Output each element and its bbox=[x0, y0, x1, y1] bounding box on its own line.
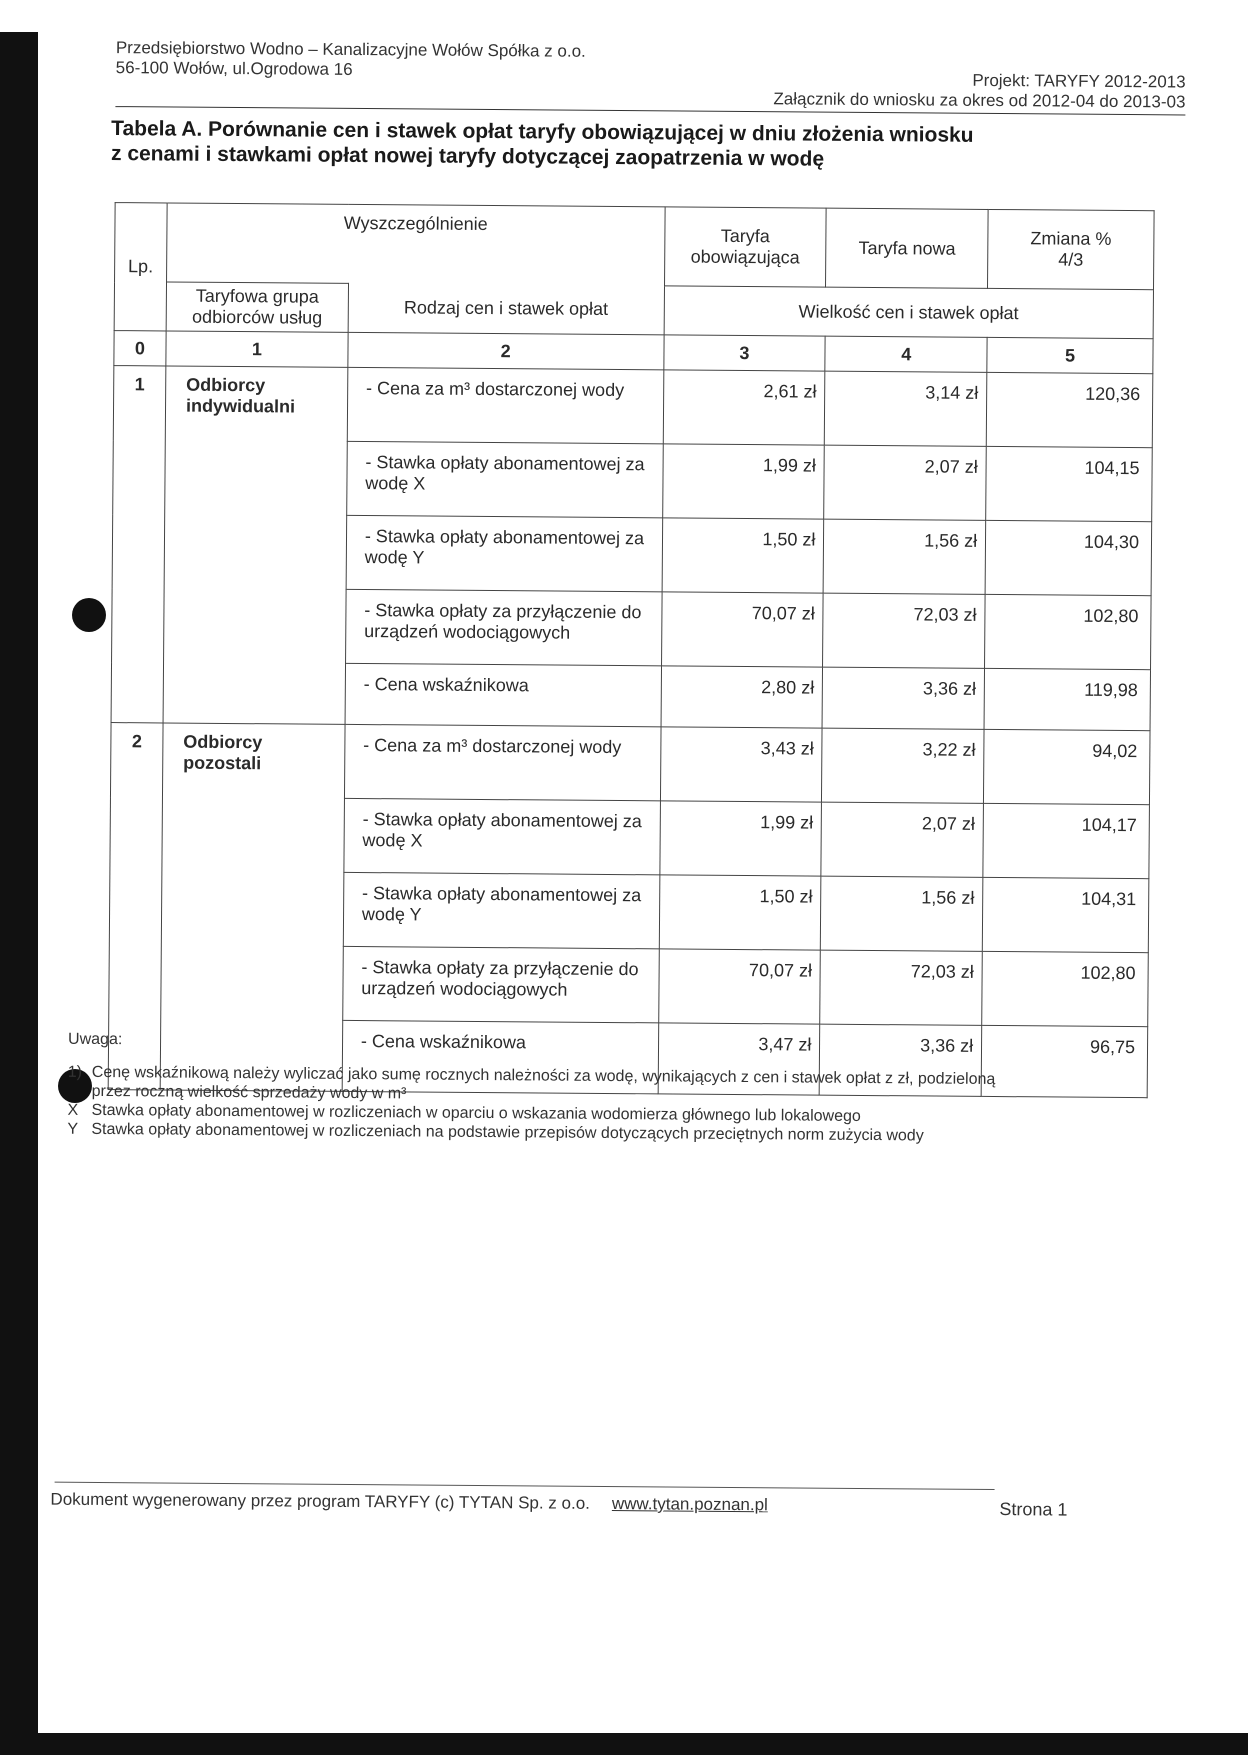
col-index: 2 bbox=[348, 332, 664, 369]
table-title bbox=[111, 116, 974, 173]
attachment-period: Załącznik do wniosku za okres od 2012-04 do 2013-03 bbox=[773, 89, 1186, 112]
change-percent: 104,15 bbox=[986, 446, 1152, 521]
project-header bbox=[773, 69, 1185, 112]
change-percent: 120,36 bbox=[986, 372, 1152, 447]
col-index: 4 bbox=[825, 336, 987, 372]
change-percent: 104,31 bbox=[982, 877, 1148, 952]
footer-text: Dokument wygenerowany przez program TARYFY (c) TYTAN Sp. z o.o. bbox=[50, 1489, 591, 1513]
rate-description: - Stawka opłaty abonamentowej za wodę Y bbox=[346, 515, 662, 591]
project-name: Projekt: TARYFY 2012-2013 bbox=[972, 70, 1186, 92]
new-tariff-value: 2,07 zł bbox=[824, 445, 986, 520]
change-percent: 96,75 bbox=[981, 1025, 1147, 1097]
old-tariff-value: 70,07 zł bbox=[661, 592, 823, 667]
group-name: Odbiorcy pozostali bbox=[160, 723, 345, 1091]
footer-link[interactable]: www.tytan.poznan.pl bbox=[611, 1494, 768, 1515]
new-tariff-value: 3,36 zł bbox=[822, 667, 984, 729]
col-lp-header: Lp. bbox=[114, 203, 167, 331]
zmiana-formula: 4/3 bbox=[1058, 249, 1084, 270]
company-name: Przedsiębiorstwo Wodno – Kanalizacyjne Wołów Spółka z o.o. bbox=[115, 38, 586, 61]
header-row-2 bbox=[114, 282, 1153, 339]
old-tariff-value: 1,99 zł bbox=[662, 444, 824, 519]
notes-section bbox=[67, 1030, 1028, 1147]
rate-description: - Stawka opłaty abonamentowej za wodę X bbox=[344, 798, 660, 874]
rate-description: - Cena wskaźnikowa bbox=[345, 663, 661, 726]
col-wielkosc-header: Wielkość cen i stawek opłat bbox=[664, 286, 1154, 339]
note-key: X bbox=[67, 1101, 79, 1119]
document-page bbox=[50, 30, 1196, 1739]
new-tariff-value: 72,03 zł bbox=[823, 593, 985, 668]
group-number: 1 bbox=[111, 366, 166, 723]
note-text: Cenę wskaźnikową należy wyliczać jako sumę rocznych należności za wodę, wynikających z cen i stawek opłat z zł, podzieloną przez roczną wielkość sprzedaży wody w m³ bbox=[91, 1063, 996, 1103]
col-taryfa-obowiazujaca-header: Taryfa obowiązująca bbox=[664, 207, 827, 287]
footer bbox=[50, 1490, 768, 1516]
rate-description: - Cena wskaźnikowa bbox=[342, 1020, 658, 1093]
change-percent: 94,02 bbox=[984, 729, 1150, 804]
footer-rule bbox=[55, 1482, 995, 1490]
table-title-line1: Tabela A. Porównanie cen i stawek opłat taryfy obowiązującej w dniu złożenia wniosku bbox=[111, 117, 974, 147]
col-index: 1 bbox=[166, 331, 348, 367]
tariff-comparison-table bbox=[108, 202, 1155, 1098]
new-tariff-value: 2,07 zł bbox=[821, 802, 983, 877]
table-title-line2: z cenami i stawkami opłat nowej taryfy dotyczącej zaopatrzenia w wodę bbox=[110, 142, 825, 171]
header-row-1 bbox=[115, 203, 1155, 290]
new-tariff-value: 72,03 zł bbox=[820, 950, 982, 1025]
col-taryfa-nowa-header: Taryfa nowa bbox=[826, 208, 988, 288]
note-key: Y bbox=[67, 1120, 79, 1138]
zmiana-label: Zmiana % bbox=[1030, 228, 1112, 249]
new-tariff-value: 3,14 zł bbox=[825, 371, 987, 446]
rate-description: - Stawka opłaty abonamentowej za wodę X bbox=[347, 441, 663, 517]
change-percent: 102,80 bbox=[985, 594, 1151, 669]
col-index: 5 bbox=[987, 337, 1153, 373]
new-tariff-value: 1,56 zł bbox=[823, 519, 985, 594]
rate-description: - Stawka opłaty za przyłączenie do urządzeń wodociągowych bbox=[345, 589, 661, 665]
old-tariff-value: 2,61 zł bbox=[663, 370, 825, 445]
col-grupa-header: Taryfowa grupa odbiorców usług bbox=[166, 282, 348, 332]
page-number: Strona 1 bbox=[999, 1499, 1068, 1520]
note-text: Stawka opłaty abonamentowej w rozliczeniach na podstawie przepisów dotyczących przeciętnych norm zużycia wody bbox=[91, 1120, 924, 1145]
notes-label: Uwaga: bbox=[68, 1030, 123, 1049]
group-number: 2 bbox=[108, 723, 163, 1090]
old-tariff-value: 2,80 zł bbox=[661, 666, 823, 728]
change-percent: 104,17 bbox=[983, 803, 1149, 878]
change-percent: 104,30 bbox=[985, 520, 1151, 595]
col-zmiana-header bbox=[988, 209, 1154, 289]
col-index: 3 bbox=[663, 335, 825, 371]
col-rodzaj-header: Rodzaj cen i stawek opłat bbox=[348, 283, 664, 334]
rate-description: - Stawka opłaty abonamentowej za wodę Y bbox=[343, 872, 659, 948]
new-tariff-value: 3,36 zł bbox=[820, 1024, 982, 1096]
change-percent: 119,98 bbox=[984, 668, 1150, 730]
col-wyszczegolnienie-header: Wyszczególnienie bbox=[166, 203, 664, 286]
new-tariff-value: 3,22 zł bbox=[822, 728, 984, 803]
old-tariff-value: 3,43 zł bbox=[660, 727, 822, 802]
change-percent: 102,80 bbox=[982, 951, 1148, 1026]
rate-description: - Cena za m³ dostarczonej wody bbox=[347, 367, 663, 443]
old-tariff-value: 1,99 zł bbox=[659, 801, 821, 876]
group-name: Odbiorcy indywidualni bbox=[163, 366, 348, 724]
col-index: 0 bbox=[114, 331, 166, 366]
note-text: Stawka opłaty abonamentowej w rozliczeniach w oparciu o wskazania wodomierza głównego lub lokalowego bbox=[91, 1101, 861, 1125]
table-row bbox=[113, 366, 1153, 448]
rate-description: - Cena za m³ dostarczonej wody bbox=[344, 724, 660, 800]
old-tariff-value: 1,50 zł bbox=[659, 875, 821, 950]
table-row bbox=[110, 723, 1150, 805]
scan-left-border bbox=[0, 32, 38, 1755]
new-tariff-value: 1,56 zł bbox=[821, 876, 983, 951]
company-header bbox=[116, 38, 586, 82]
company-address: 56-100 Wołów, ul.Ogrodowa 16 bbox=[115, 58, 353, 79]
old-tariff-value: 1,50 zł bbox=[662, 518, 824, 593]
old-tariff-value: 3,47 zł bbox=[658, 1023, 820, 1095]
note-key: 1) bbox=[67, 1063, 83, 1081]
old-tariff-value: 70,07 zł bbox=[658, 949, 820, 1024]
rate-description: - Stawka opłaty za przyłączenie do urządzeń wodociągowych bbox=[343, 946, 659, 1022]
